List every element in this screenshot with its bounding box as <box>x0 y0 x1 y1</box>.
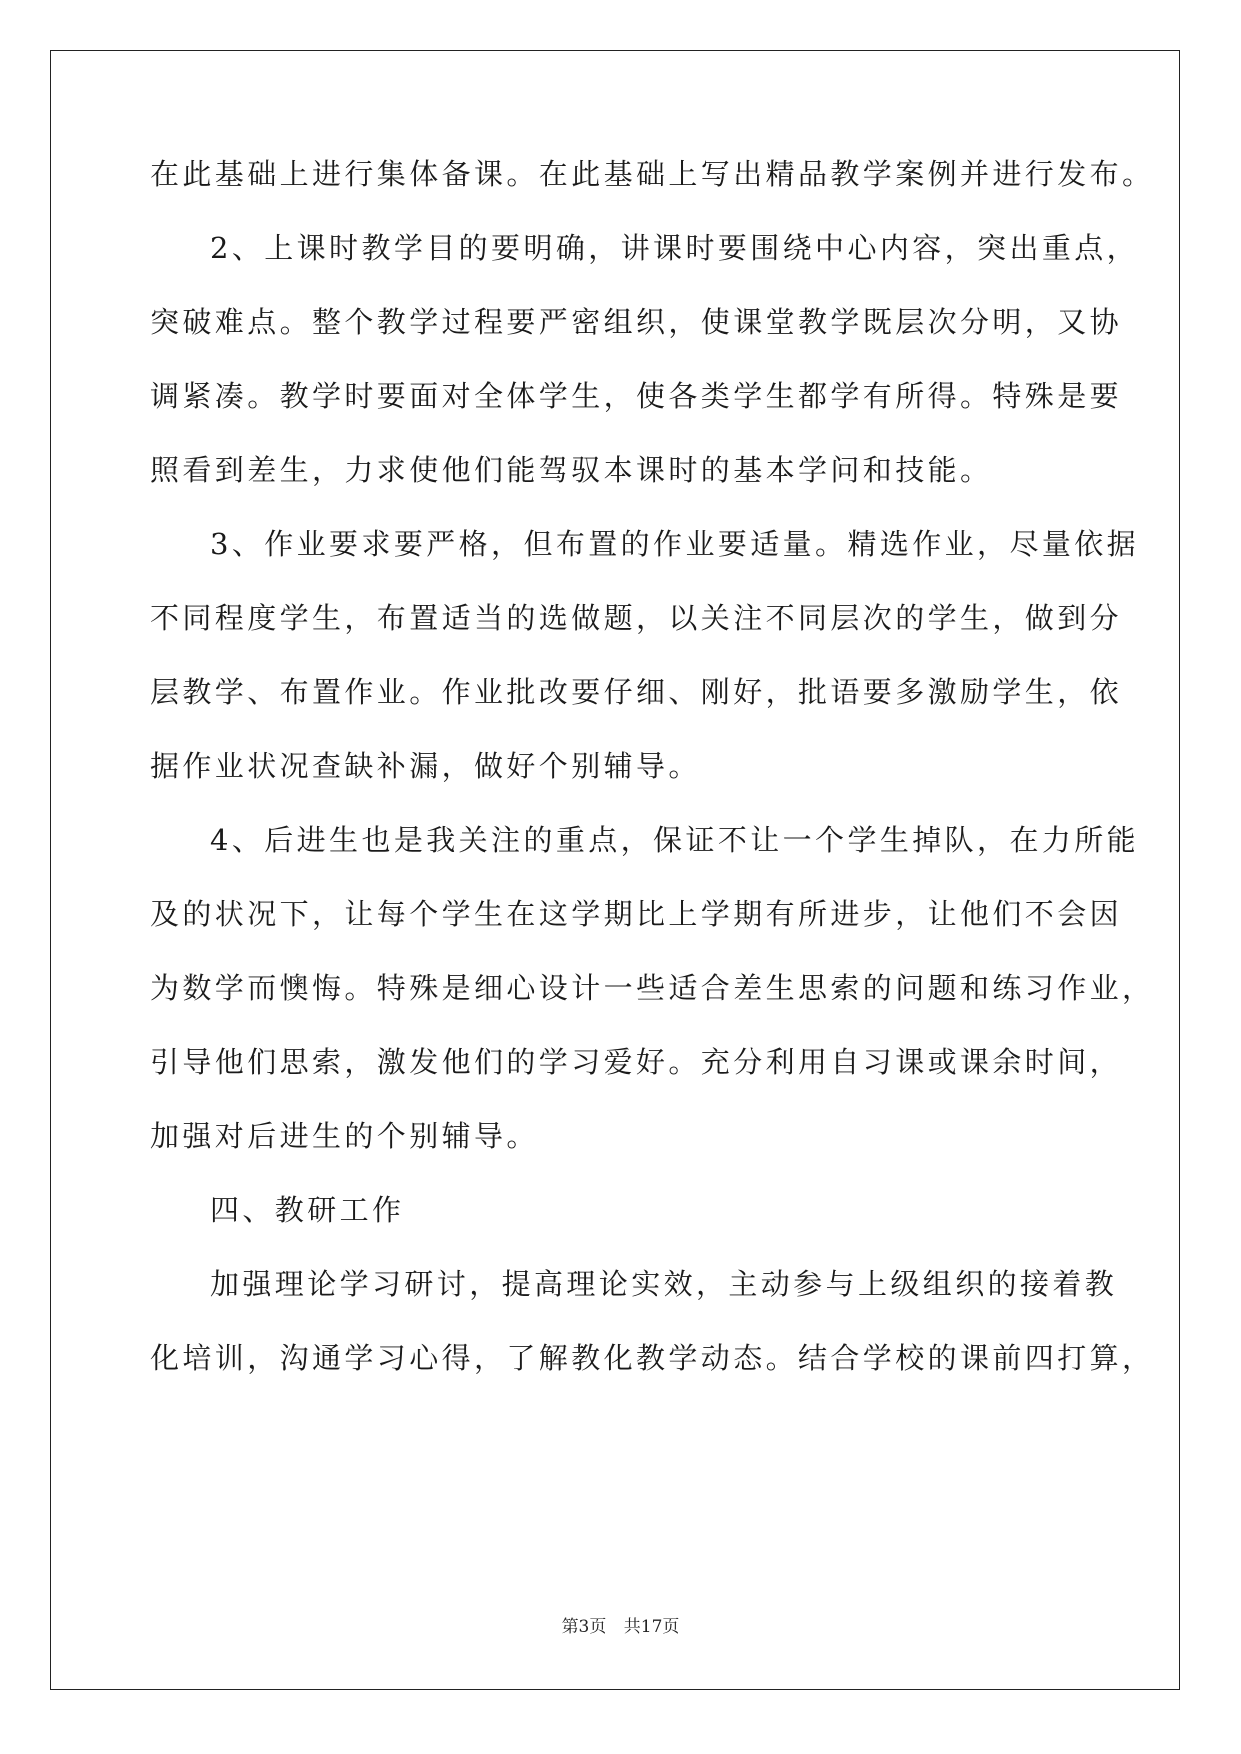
page-number: 第3页 <box>561 1617 607 1637</box>
text-line-1: 在此基础上进行集体备课。在此基础上写出精品教学案例并进行发布。 <box>150 157 1155 191</box>
text-line-11: 及的状况下，让每个学生在这学期比上学期有所进步，让他们不会因 <box>150 897 1123 931</box>
page-footer <box>0 1612 1241 1637</box>
text-line-4: 调紧凑。教学时要面对全体学生，使各类学生都学有所得。特殊是要 <box>150 379 1123 413</box>
section-heading: 四、教研工作 <box>210 1193 405 1227</box>
text-line-9: 据作业状况查缺补漏，做好个别辅导。 <box>150 749 701 783</box>
text-line-3: 突破难点。整个教学过程要严密组织，使课堂教学既层次分明，又协 <box>150 305 1123 339</box>
text-line-16: 加强理论学习研讨，提高理论实效，主动参与上级组织的接着教 <box>210 1267 1118 1301</box>
text-line-13: 引导他们思索，激发他们的学习爱好。充分利用自习课或课余时间， <box>150 1045 1123 1079</box>
total-pages: 共17页 <box>623 1617 680 1637</box>
text-line-17: 化培训，沟通学习心得，了解教化教学动态。结合学校的课前四打算， <box>150 1341 1155 1375</box>
text-line-6: 3、作业要求要严格，但布置的作业要适量。精选作业，尽量依据 <box>210 527 1140 561</box>
page-border <box>50 50 1180 1690</box>
text-line-12: 为数学而懊悔。特殊是细心设计一些适合差生思索的问题和练习作业， <box>150 971 1155 1005</box>
text-line-5: 照看到差生，力求使他们能驾驭本课时的基本学问和技能。 <box>150 453 993 487</box>
text-line-10: 4、后进生也是我关注的重点，保证不让一个学生掉队，在力所能 <box>210 823 1140 857</box>
text-line-14: 加强对后进生的个别辅导。 <box>150 1119 539 1153</box>
text-line-7: 不同程度学生，布置适当的选做题，以关注不同层次的学生，做到分 <box>150 601 1123 635</box>
text-line-2: 2、上课时教学目的要明确，讲课时要围绕中心内容，突出重点， <box>210 231 1140 265</box>
text-line-8: 层教学、布置作业。作业批改要仔细、刚好，批语要多激励学生，依 <box>150 675 1123 709</box>
